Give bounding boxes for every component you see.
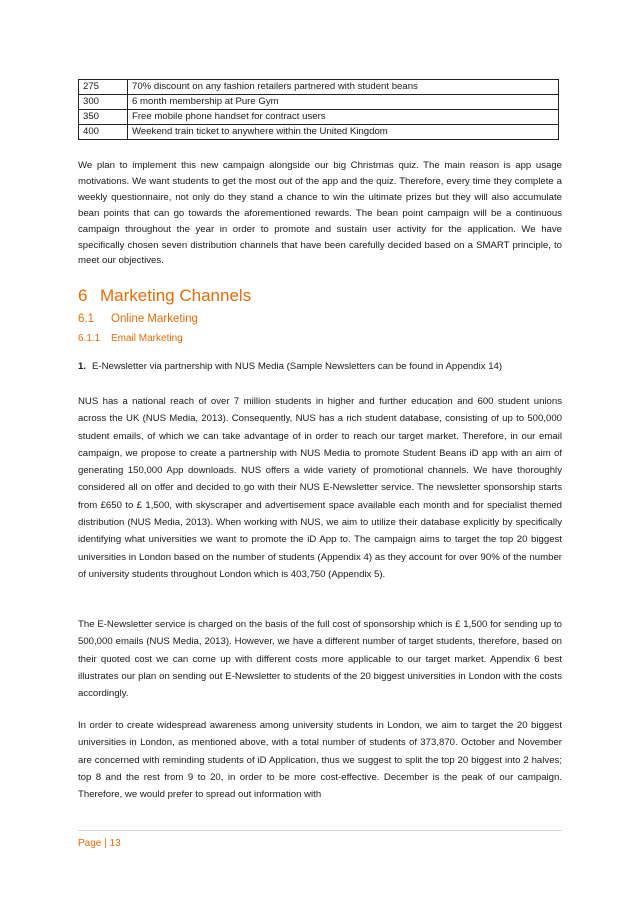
subsubsection-title: Email Marketing [111, 333, 183, 344]
section-title: Marketing Channels [100, 286, 252, 305]
table-row [79, 95, 559, 110]
body-paragraph: NUS has a national reach of over 7 million students in higher and further education and 600 student unions across the UK (NUS Media, 2013). Consequently, NUS has a rich student database, consisting of up to 500,000 student emails, of which we can take advantage of in order to reach our target market. Therefore, in our email campaign, we propose to create a partnership with NUS Media to promote Student Beans iD app with an aim of generating 150,000 App downloads. NUS offers a wide variety of promotional channels. We have thoroughly considered all on offer and decided to go with their NUS E-Newsletter service. The newsletter sponsorship starts from £650 to £ 1,500, with skyscraper and advertisement space available each month and for specialist themed distribution (NUS Media, 2013). When working with NUS, we aim to utilize their database explicitly by specifically identifying what universities we want to promote the iD App to. The campaign aims to target the top 20 biggest universities in London based on the number of students (Appendix 4) as they account for over 90% of the number of university students throughout London which is 403,750 (Appendix 5). [78, 396, 562, 580]
subsection-title: Online Marketing [111, 313, 198, 325]
reward-cell: 6 month membership at Pure Gym [128, 95, 559, 110]
list-item-text: E-Newsletter via partnership with NUS Media (Sample Newsletters can be found in Appendix 14) [92, 361, 503, 372]
page-number: 13 [109, 838, 121, 849]
footer-label: Page [78, 838, 102, 849]
reward-cell: Free mobile phone handset for contract users [128, 110, 559, 125]
table-row [79, 125, 559, 140]
subsection-heading [78, 311, 198, 327]
reward-cell: 70% discount on any fashion retailers partnered with student beans [128, 80, 559, 95]
subsubsection-number: 6.1.1 [78, 333, 101, 344]
body-paragraph: The E-Newsletter service is charged on the basis of the full cost of sponsorship which is £ 1,500 for sending up to 500,000 emails (NUS Media, 2013). However, we have a different number of target students, therefore, based on their quoted cost we can come up with different costs more applicable to our target market. Appendix 6 best illustrates our plan on sending out E-Newsletter to students of the 20 biggest universities in London with the costs accordingly. [78, 619, 562, 700]
subsection-number: 6.1 [78, 313, 94, 325]
page-footer [78, 838, 121, 849]
table-row [79, 80, 559, 95]
list-item-number: 1. [78, 361, 87, 372]
body-paragraph: In order to create widespread awareness among university students in London, we aim to target the 20 biggest universities in London, as mentioned above, with a total number of students of 373,870. October and November are concerned with reminding students of iD Application, thus we suggest to split the top 20 biggest into 2 halves; top 8 and the rest from 9 to 20, in order to be more cost-effective. December is the peak of our campaign. Therefore, we would prefer to spread out information with [78, 720, 562, 801]
points-cell: 400 [79, 125, 128, 140]
rewards-table [78, 79, 559, 140]
section-heading [78, 285, 251, 307]
subsubsection-heading [78, 332, 183, 346]
numbered-list-item [78, 360, 562, 374]
reward-cell: Weekend train ticket to anywhere within the United Kingdom [128, 125, 559, 140]
table-row [79, 110, 559, 125]
points-cell: 350 [79, 110, 128, 125]
footer-divider [78, 830, 562, 831]
footer-separator: | [104, 838, 107, 849]
intro-paragraph: We plan to implement this new campaign alongside our big Christmas quiz. The main reason is app usage motivations. We want students to get the most out of the app and the quiz. Therefore, every time they complete a weekly questionnaire, not only do they stand a chance to win the ultimate prizes but they will also accumulate bean points that can go towards the aforementioned rewards. The bean point campaign will be a continuous campaign throughout the year in order to promote and sustain user activity for the application. We have specifically chosen seven distribution channels that have been carefully decided based on a SMART principle, to meet our objectives. [78, 160, 562, 267]
points-cell: 300 [79, 95, 128, 110]
section-number: 6 [78, 286, 88, 305]
points-cell: 275 [79, 80, 128, 95]
